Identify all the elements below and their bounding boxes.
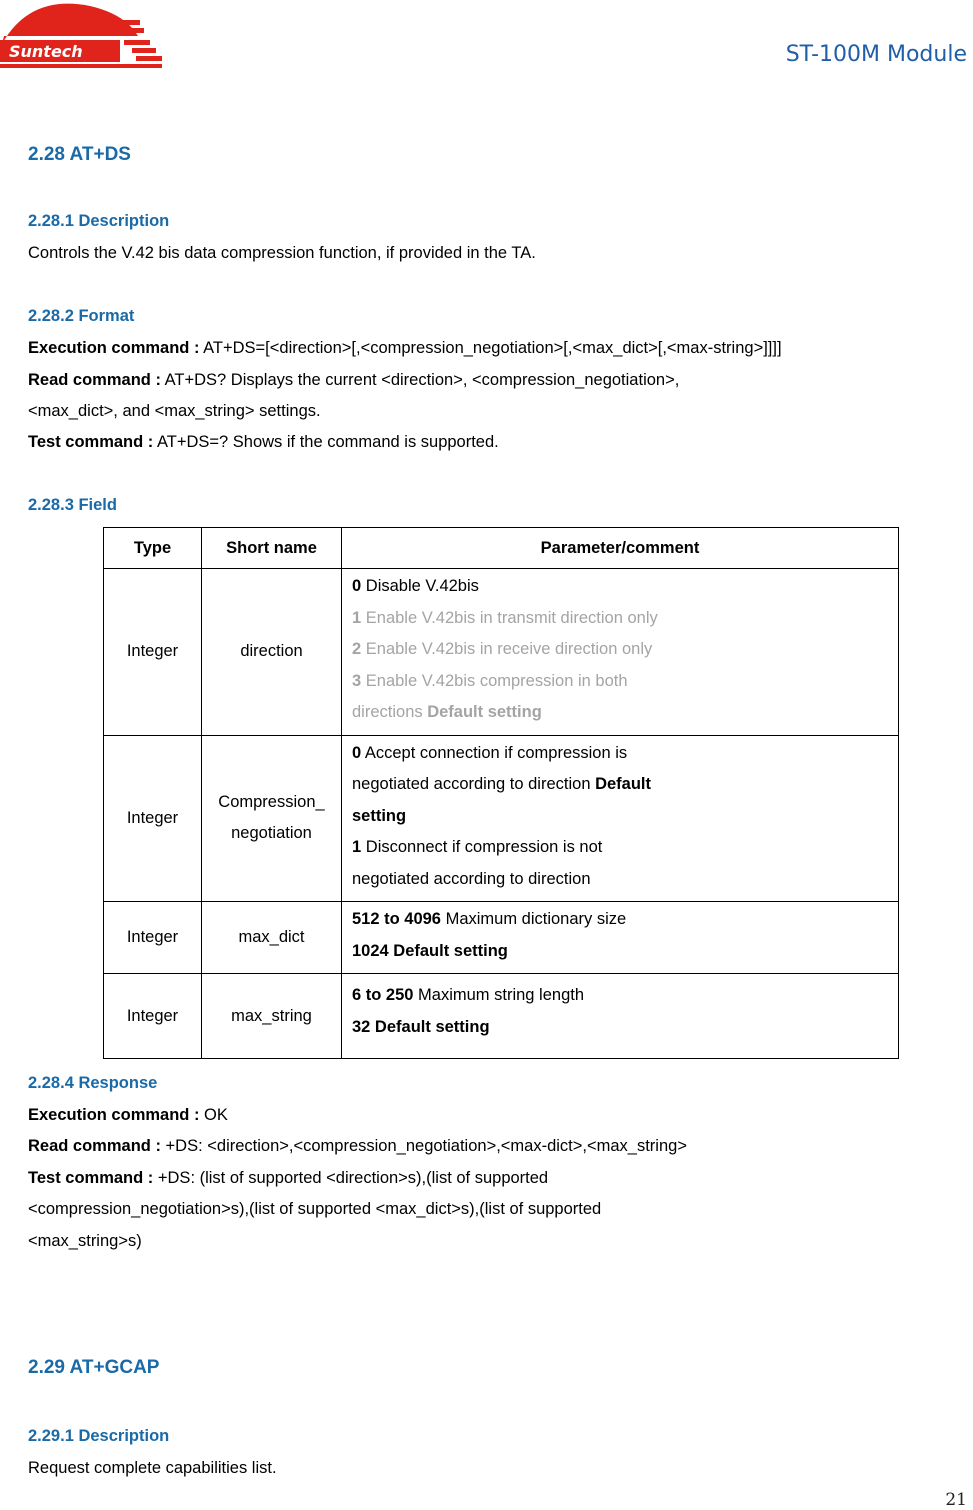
comment-cell bbox=[342, 902, 899, 974]
response-execution-line bbox=[28, 1106, 228, 1125]
table-row bbox=[104, 569, 899, 736]
value-text: Disconnect if compression is not bbox=[361, 838, 603, 856]
value-text: Maximum string length bbox=[413, 986, 585, 1004]
type-cell: Integer bbox=[104, 569, 202, 736]
section-heading-2-29: 2.29 AT+GCAP bbox=[28, 1357, 160, 1378]
value-text: directions bbox=[352, 703, 428, 721]
description-text: Request complete capabilities list. bbox=[28, 1459, 277, 1477]
value-text: Enable V.42bis compression in both bbox=[361, 671, 628, 690]
value-text: Maximum dictionary size bbox=[440, 910, 627, 928]
default-marker: Default setting bbox=[427, 703, 542, 721]
description-text: Controls the V.42 bis data compression function, if provided in the TA. bbox=[28, 244, 536, 262]
suntech-logo-graphic bbox=[0, 0, 164, 70]
type-cell: Integer bbox=[104, 974, 202, 1059]
value-code: 3 bbox=[352, 671, 362, 690]
format-read-line-cont: <max_dict>, and <max_string> settings. bbox=[28, 402, 321, 420]
response-test-line-cont: <max_string>s) bbox=[28, 1232, 142, 1250]
value-text: Disable V.42bis bbox=[361, 577, 479, 595]
table-row bbox=[104, 902, 899, 974]
table-row bbox=[104, 974, 899, 1059]
default-marker: 32 Default setting bbox=[352, 1017, 490, 1036]
label: Execution command : bbox=[28, 1106, 200, 1124]
document-title: ST-100M Module bbox=[785, 42, 967, 67]
value: +DS: (list of supported <direction>s),(list of supported bbox=[153, 1169, 549, 1187]
response-test-line-cont: <compression_negotiation>s),(list of supported <max_dict>s),(list of supported bbox=[28, 1200, 602, 1218]
value: AT+DS=? Shows if the command is supported. bbox=[153, 433, 499, 451]
response-test-line bbox=[28, 1169, 548, 1188]
subsection-heading-response: 2.28.4 Response bbox=[28, 1074, 158, 1092]
name-cell: direction bbox=[202, 569, 342, 736]
label: Read command : bbox=[28, 371, 161, 389]
type-cell: Integer bbox=[104, 902, 202, 974]
page-number: 21 bbox=[945, 1490, 967, 1510]
column-header: Type bbox=[104, 528, 202, 569]
value: OK bbox=[199, 1106, 228, 1124]
format-read-line bbox=[28, 371, 679, 390]
response-read-line bbox=[28, 1137, 687, 1156]
value-text: negotiated according to direction bbox=[352, 869, 591, 888]
column-header: Parameter/comment bbox=[342, 528, 899, 569]
value-code: 2 bbox=[352, 640, 362, 658]
subsection-heading-field: 2.28.3 Field bbox=[28, 496, 117, 514]
default-marker: setting bbox=[352, 806, 407, 825]
value-code: 1 bbox=[352, 838, 362, 856]
column-header: Short name bbox=[202, 528, 342, 569]
subsection-heading-format: 2.28.2 Format bbox=[28, 307, 135, 325]
value-text: Enable V.42bis in receive direction only bbox=[361, 640, 653, 658]
section-heading-2-28: 2.28 AT+DS bbox=[28, 144, 131, 165]
name-cell bbox=[202, 735, 342, 902]
suntech-logo bbox=[0, 0, 164, 70]
logo-text: Suntech bbox=[9, 42, 83, 61]
value-text: Accept connection if compression is bbox=[361, 743, 628, 762]
field-table bbox=[103, 527, 899, 1059]
value-range: 6 to 250 bbox=[352, 986, 414, 1004]
comment-cell bbox=[342, 569, 899, 736]
label: Read command : bbox=[28, 1137, 161, 1155]
subsection-heading-description: 2.29.1 Description bbox=[28, 1427, 170, 1445]
name-line: negotiation bbox=[231, 824, 312, 843]
value-code: 1 bbox=[352, 608, 362, 627]
type-cell: Integer bbox=[104, 735, 202, 902]
name-cell: max_dict bbox=[202, 902, 342, 974]
value-text: negotiated according to direction bbox=[352, 775, 596, 793]
table-header-row bbox=[104, 528, 899, 569]
value: +DS: <direction>,<compression_negotiation>,<max-dict>,<max_string> bbox=[160, 1137, 687, 1155]
comment-cell bbox=[342, 974, 899, 1059]
default-marker: 1024 Default setting bbox=[352, 941, 508, 960]
value: AT+DS=[<direction>[,<compression_negotiation>[,<max_dict>[,<max-string>]]]] bbox=[199, 339, 782, 357]
label: Test command : bbox=[28, 1169, 154, 1187]
name-cell: max_string bbox=[202, 974, 342, 1059]
value-code: 0 bbox=[352, 577, 362, 595]
default-marker: Default bbox=[595, 775, 651, 793]
value: AT+DS? Displays the current <direction>, <compression_negotiation>, bbox=[160, 371, 680, 389]
label: Execution command : bbox=[28, 339, 200, 357]
format-execution-line bbox=[28, 339, 782, 358]
label: Test command : bbox=[28, 433, 154, 451]
value-code: 0 bbox=[352, 743, 362, 762]
name-line: Compression_ bbox=[218, 793, 325, 812]
comment-cell bbox=[342, 735, 899, 902]
subsection-heading-description: 2.28.1 Description bbox=[28, 212, 170, 230]
value-range: 512 to 4096 bbox=[352, 910, 441, 928]
format-test-line bbox=[28, 433, 499, 452]
value-text: Enable V.42bis in transmit direction only bbox=[361, 608, 658, 627]
table-row bbox=[104, 735, 899, 902]
